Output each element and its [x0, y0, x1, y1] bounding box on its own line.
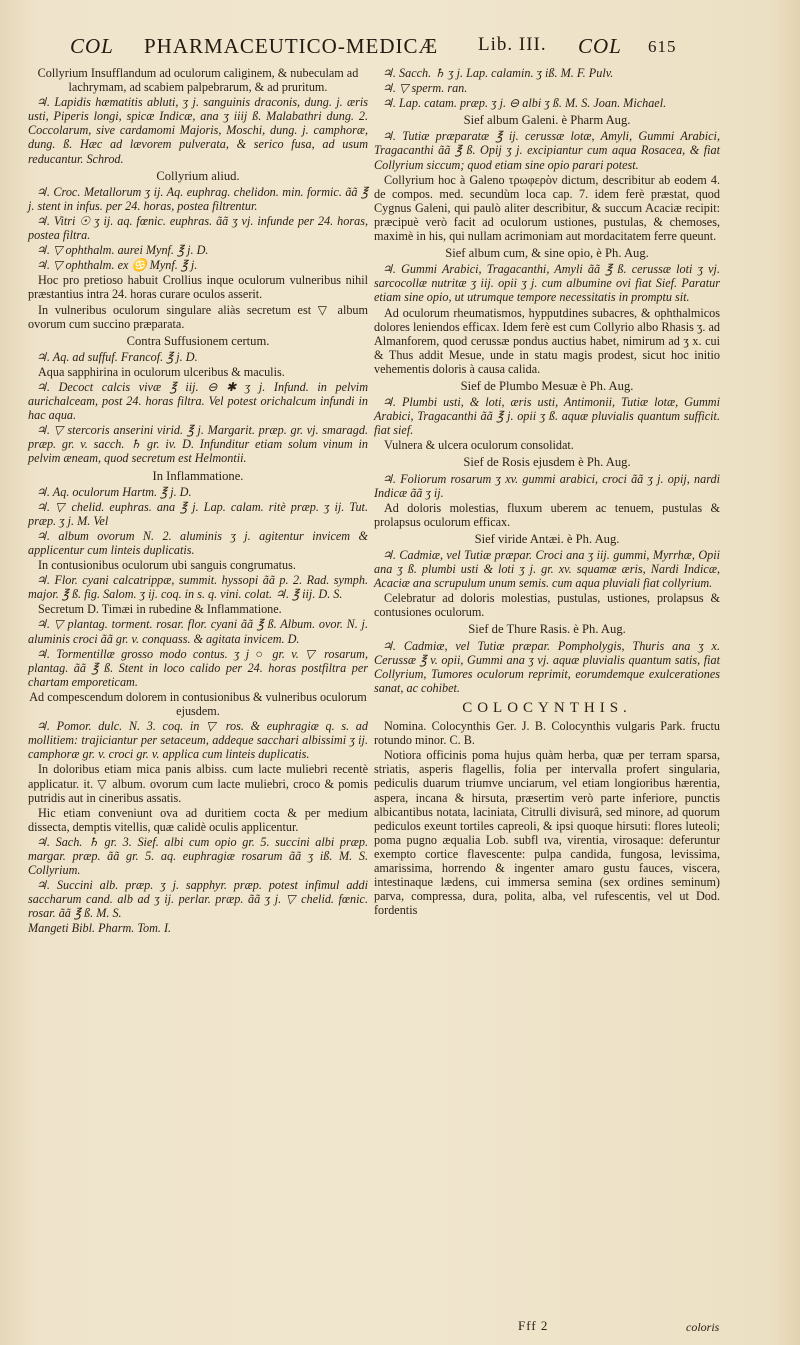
left-recipe: ♃. Lapidis hæmatitis abluti, ʒ j. sanguinis draconis, dung. j. æris usti, Piperis longi, spicæ Indicæ, ana ʒ iiij ß. Malabathri dung. 2. Coccolarum, sive cardamomi Majoris, Moschi, dung. j. camphoræ, dung. ß. Hæc ad lævorem pulverata, & serico fusa, ad usum reducantur. Schrod. [28, 95, 368, 166]
left-recipe: ♃. Vitri ☉ ʒ ij. aq. fœnic. euphras. ãã ʒ vj. infunde per 24. horas, postea filtra. [28, 213, 368, 243]
left-recipe: ♃. ▽ ophthalm. aurei Mynf. ℥ j. D. [36, 243, 209, 258]
left-recipe: ♃. ▽ stercoris anserini virid. ℥ j. Margarit. præp. gr. vj. smaragd. præp. gr. v. sacch. ♄ gr. iv. D. Infunditur etiam solum vinum in pelvim æneam, quod secretum est Helmontii. [28, 423, 368, 466]
right-column [374, 66, 720, 918]
right-paragraph: Nomina. Colocynthis Ger. J. B. Colocynthis vulgaris Park. fructu rotundo minor. C. B. [374, 719, 720, 748]
right-recipe: ♃. Tutiæ præparatæ ℥ ij. cerussæ lotæ, Amyli, Gummi Arabici, Tragacanthi ãã ℥ ß. Opij ʒ j. excipiantur cum aqua Rosacea, & fiat Collyrium siccum; quod etiam sine opio parari potest. [374, 129, 720, 172]
left-paragraph: Hoc pro pretioso habuit Crollius inque oculorum vulneribus nihil præstantius intra 24. horas curare oculos asserit. [28, 273, 368, 302]
right-section-title: COLOCYNTHIS. [462, 699, 632, 716]
right-paragraph: Notiora officinis poma hujus quàm herba, quæ per terram sparsa, striatis, asperis flagellis, folia per intervalla profert singularia, pediculis duarum triumve unciarum, vel etiam longioribus hærentia, aspera, incana & hirsuta, præsertim verò parte inferiore, punctis albicantibus notata, laciniata, Citrulli divisurâ, sed minore, ad quorum pediculos exeunt tortiles capreoli, & ipsi quoque hirsuti: flores luteoli; poma pugno æqualia Lob. subfl ιva, virentia, virosaque: deferuntur exempto cortice flavescente: pulpa candida, fungosa, levissima, amarissima, horrendo & ingenter amaro gustu fauces, viscera, intestinaque lædens, cui immersa semina (sex ordines seminum) parva, compressa, dura, polita, alba, vel rufescentis, vel ut Dod. fordentis [374, 748, 720, 918]
left-footnote-signature: Mangeti Bibl. Pharm. Tom. I. [28, 921, 172, 936]
header-lib: Lib. III. [478, 34, 547, 55]
left-recipe: ♃. Aq. ad suffuf. Francof. ℥ j. D. [36, 349, 198, 364]
left-heading: Contra Suffusionem certum. [126, 333, 270, 348]
right-recipe: ♃. Cadmiæ, vel Tutiæ præpar. Croci ana ʒ iij. gummi, Myrrhæ, Opii ana ʒ ß. plumbi usti & loti ʒ j. gr. xv. squamæ æris, Nardi Indicæ, Acaciæ ana scrupulum unum semis. cum aqua pluviali fiat collyrium. [374, 548, 720, 591]
left-caption: Ad compescendum dolorem in contusionibus & vulneribus oculorum ejusdem. [29, 689, 367, 719]
right-heading: Sief album Galeni. è Pharm Aug. [463, 113, 631, 128]
left-recipe: ♃. ▽ plantag. torment. rosar. flor. cyani ãã ℥ ß. Album. ovor. N. j. aluminis croci ãã gr. v. conquass. & agitata invicem. D. [28, 617, 368, 646]
catchword: coloris [686, 1320, 720, 1334]
left-caption: Collyrium Insufflandum ad oculorum caliginem, & nubeculam ad lachrymam, ad scabiem palpebrarum, & ad pruritum. [37, 66, 359, 95]
left-heading: Collyrium aliud. [156, 168, 240, 183]
right-paragraph: Vulnera & ulcera oculorum consolidat. [384, 438, 574, 453]
left-paragraph: Aqua sapphirina in oculorum ulceribus & maculis. [38, 364, 285, 379]
left-recipe: ♃. album ovorum N. 2. aluminis ʒ j. agitentur invicem & applicentur cum linteis duplicatis. [28, 528, 368, 557]
left-recipe: ♃. Sach. ♄ gr. 3. Sief. albi cum opio gr. 5. succini albi præp. margar. præp. ãã gr. 5. aq. euphragiæ rosarum ãã ʒ iß. M. S. Collyrium. [28, 834, 368, 878]
signature-mark: Fff 2 [518, 1318, 549, 1333]
right-recipe: ♃. Cadmiæ, vel Tutiæ præpar. Pompholygis, Thuris ana ʒ x. Cerussæ ℥ v. opii, Gummi ana ʒ vj. aquæ pluvialis quantum satis, fiat Collyrium, Tumores oculorum reprimit, eorumdemque exulcerationes sanat, ac cohibet. [374, 638, 720, 695]
left-column [28, 66, 368, 937]
right-paragraph: Ad oculorum rheumatismos, hypputdines subacres, & ophthalmicos dolores leniendos efficax. Idem ferè est cum Collyrio albo Rhasis ʒ. ad Almanforem, quod cerussæ pondus auctius habet, nimirum ad ʒ x. cui & Thus addit Mesue, unde in statu magis prodest, sicut hoc initio vehementis doloris à causa calida. [374, 305, 720, 376]
left-recipe: ♃. Aq. oculorum Hartm. ℥ j. D. [36, 484, 192, 499]
header-col-right: COL [578, 34, 622, 58]
right-recipe: ♃. Gummi Arabici, Tragacanthi, Amyli ãã ℥ ß. cerussæ loti ʒ vj. sarcocollæ nutritæ ʒ iij. opii ʒ j. cum albumine ovi fiat Sief. Paratur etiam sine opio, ut utrumque tempore necessitatis in promptu sit. [374, 262, 720, 305]
right-recipe: ♃. ▽ sperm. ran. [382, 81, 468, 96]
right-heading: Sief de Thure Rasis. è Ph. Aug. [468, 622, 626, 637]
right-recipe: ♃. Foliorum rosarum ʒ xv. gummi arabici, croci ãã ʒ j. opij, nardi Indicæ ãã ʒ ij. [374, 471, 720, 500]
left-recipe: ♃. Flor. cyani calcatrippæ, summit. hyssopi ãã p. 2. Rad. symph. major. ℥ ß. fig. Salom. ʒ ij. coq. in s. q. vini. colat. ♃. ℥ iij. D. S. [28, 573, 368, 602]
right-heading: Sief de Rosis ejusdem è Ph. Aug. [463, 455, 631, 470]
right-recipe: ♃. Sacch. ♄ ʒ j. Lap. calamin. ʒ iß. M. F. Pulv. [382, 66, 614, 80]
left-heading: In Inflammatione. [152, 468, 244, 483]
left-paragraph: In vulneribus oculorum singulare aliàs secretum est ▽ album ovorum cum succino præparata. [28, 302, 368, 331]
right-paragraph: Celebratur ad doloris molestias, pustulas, ustiones, prolapsus & contusiones oculorum. [374, 591, 720, 620]
left-recipe: ♃. Pomor. dulc. N. 3. coq. in ▽ ros. & euphragiæ q. s. ad mollitiem: trajiciantur per setaceum, addeque sacchari albissimi ʒ ij. camphoræ gr. v. croci gr. v. applica cum linteis duplicatis. [28, 719, 368, 762]
right-heading: Sief viride Antæi. è Ph. Aug. [474, 531, 620, 546]
left-paragraph: In doloribus etiam mica panis albiss. cum lacte muliebri recentè applicatur. it. ▽ album. ovorum cum lacte muliebri, croco & pomis putridis aut in cineribus assatis. [28, 762, 368, 805]
header-title: PHARMACEUTICO-MEDICÆ [144, 34, 439, 58]
left-recipe: ♃. ▽ ophthalm. ex ♋ Mynf. ℥ j. [36, 258, 198, 273]
running-header [70, 34, 720, 68]
left-recipe: ♃. Tormentillæ grosso modo contus. ʒ j ○ gr. v. ▽ rosarum, plantag. ãã ℥ ß. Stent in loco calido per 24. horas postfiltra per chartam emporeticam. [28, 646, 368, 689]
left-recipe: ♃. Croc. Metallorum ʒ ij. Aq. euphrag. chelidon. min. formic. ãã ℥ j. stent in infus. per 24. horas, postea filtrentur. [28, 184, 368, 213]
left-paragraph: In contusionibus oculorum ubi sanguis congrumatus. [38, 558, 296, 573]
right-recipe: ♃. Plumbi usti, & loti, æris usti, Antimonii, Tutiæ lotæ, Gummi Arabici, Tragacanthi ãã ℥ j. opii ʒ ß. aquæ pluvialis quantum sufficit. fiat sief. [374, 395, 720, 438]
page-number: 615 [648, 37, 677, 56]
left-recipe: ♃. Succini alb. præp. ʒ j. sapphyr. præp. potest infimul addi saccharum cand. alb ad ʒ ij. perlar. præp. ãã ʒ j. ▽ chelid. fœnic. rosar. ãã ℥ ß. M. S. [28, 878, 368, 921]
left-paragraph: Secretum D. Timæi in rubedine & Inflammatione. [38, 602, 282, 617]
left-paragraph: Hic etiam conveniunt ova ad duritiem cocta & per medium dissecta, demptis vitellis, quæ calidè oculis applicentur. [28, 805, 368, 834]
left-recipe: ♃. Decoct calcis vivæ ℥ iij. ⊖ ✱ ʒ j. Infund. in pelvim aurichalceam, post 24. horas filtra. Vel potest orichalcum infundi in hac aqua. [28, 379, 368, 423]
right-paragraph: Collyrium hoc à Galeno τρωφερὸν dictum, describitur ab eodem 4. de compos. med. secundùm loca cap. 7. idem ferè præstat, quod Cygnus Galeni, qui paulò aliter describitur, & succum Acaciæ recipit: præcipuè verò facit ad oculorum ustiones, pustulas, & chemoses, maximè in his, qui nullam acrimoniam aut mordacitatem ferre queunt. [374, 172, 720, 244]
header-col-left: COL [70, 34, 114, 58]
right-paragraph: Ad doloris molestias, fluxum uberem ac tenuem, pustulas & prolapsus oculorum efficax. [374, 500, 720, 529]
right-heading: Sief album cum, & sine opio, è Ph. Aug. [445, 246, 649, 261]
left-recipe: ♃. ▽ chelid. euphras. ana ℥ j. Lap. calam. ritè præp. ʒ ij. Tut. præp. ʒ j. M. Vel [28, 499, 368, 528]
right-recipe: ♃. Lap. catam. præp. ʒ j. ⊖ albi ʒ ß. M. S. Joan. Michael. [382, 96, 667, 111]
right-heading: Sief de Plumbo Mesuæ è Ph. Aug. [460, 378, 634, 393]
